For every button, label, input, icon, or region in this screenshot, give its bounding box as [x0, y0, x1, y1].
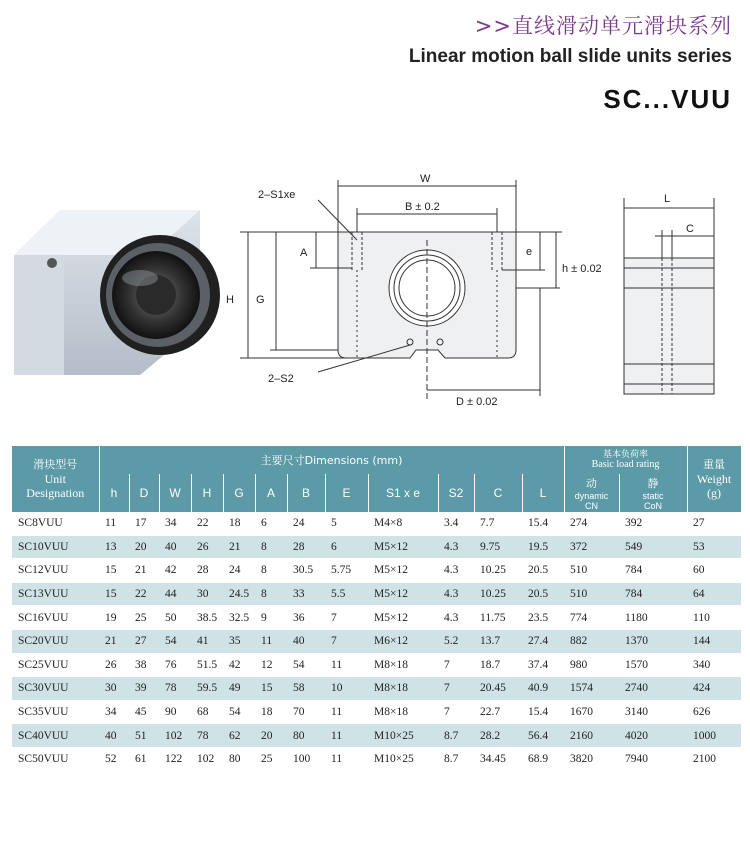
table-cell: 21	[223, 535, 255, 559]
dim-e-label: e	[526, 246, 533, 258]
dim-L-label: L	[664, 193, 671, 205]
table-cell: M10×25	[374, 753, 414, 766]
col-header-H: H	[191, 474, 223, 512]
table-cell: 15	[255, 677, 287, 701]
model-cell: SC40VUU	[12, 724, 99, 748]
table-cell: 7	[331, 611, 337, 624]
table-cell: 22	[129, 582, 159, 606]
table-cell: 11	[331, 658, 343, 671]
table-cell: 15.4	[528, 517, 549, 530]
table-cell: 28	[197, 564, 209, 577]
table-cell: 110	[693, 611, 710, 624]
table-cell: 8.7	[438, 724, 474, 748]
table-cell: 2740	[619, 677, 687, 701]
table-cell: 18	[229, 517, 241, 530]
table-cell: 70	[293, 706, 305, 719]
spec-table	[12, 446, 742, 772]
table-cell: 64	[687, 582, 741, 606]
table-cell: 5.5	[325, 582, 368, 606]
table-cell: M6×12	[368, 629, 438, 653]
table-cell: 9.75	[474, 535, 522, 559]
model-cell: SC8VUU	[18, 517, 63, 530]
table-cell: 19.5	[522, 535, 564, 559]
table-row	[12, 653, 741, 677]
table-cell: 54	[159, 629, 191, 653]
table-cell: 30	[191, 582, 223, 606]
table-cell: 34	[105, 706, 117, 719]
table-cell: 27	[129, 629, 159, 653]
col-header-d: D	[129, 474, 159, 512]
table-cell: 424	[687, 677, 741, 701]
col-header-b: B	[287, 474, 325, 512]
table-cell: 626	[693, 706, 711, 719]
table-cell: 80	[229, 753, 241, 766]
table-cell: 52	[105, 753, 117, 766]
table-cell: 20.5	[528, 564, 549, 577]
table-cell: 2160	[564, 724, 619, 748]
table-cell: 1370	[619, 629, 687, 653]
table-row	[12, 606, 741, 630]
table-cell: 38.5	[197, 611, 218, 624]
dim-s1xe-label: 2–S1xe	[258, 189, 296, 201]
table-cell: 40	[99, 724, 129, 748]
front-view-drawing	[240, 180, 562, 400]
table-cell: 7	[325, 629, 368, 653]
table-cell: 5	[331, 517, 337, 530]
table-cell: 80	[287, 724, 325, 748]
table-cell: 3820	[570, 753, 594, 766]
dimensions-header: 主要尺寸Dimensions (mm)	[99, 446, 564, 474]
model-cell: SC16VUU	[18, 611, 69, 624]
table-cell: 34.45	[480, 753, 506, 766]
table-row	[12, 582, 741, 606]
table-cell: 42	[229, 658, 241, 671]
table-cell: 23.5	[528, 611, 549, 624]
col-header-s2: S2	[438, 474, 474, 512]
table-row	[12, 512, 741, 535]
model-cell: SC25VUU	[18, 658, 69, 671]
table-cell: 1570	[625, 658, 649, 671]
table-cell: 10	[325, 677, 368, 701]
table-cell: 1574	[564, 677, 619, 701]
table-cell: M8×18	[374, 706, 408, 719]
table-cell: 100	[293, 753, 311, 766]
designation-header: 滑块型号 Unit Designation	[12, 446, 99, 512]
dim-G-label: G	[256, 294, 265, 306]
col-header-dynamic: 动 dynamic CN	[564, 474, 619, 512]
dim-H-label: H	[226, 294, 234, 306]
table-cell: 10.25	[474, 582, 522, 606]
table-cell: 8	[255, 535, 287, 559]
table-cell: 5.2	[438, 629, 474, 653]
table-cell: 340	[693, 658, 711, 671]
table-cell: 11	[105, 517, 117, 530]
table-cell: 25	[135, 611, 147, 624]
col-header-static: 静 static CoN	[619, 474, 687, 512]
table-cell: 2100	[693, 753, 717, 766]
table-cell: 122	[165, 753, 183, 766]
table-cell: 1000	[687, 724, 741, 748]
table-cell: 33	[287, 582, 325, 606]
table-cell: 9	[261, 611, 267, 624]
table-cell: 102	[197, 753, 215, 766]
product-figure	[0, 160, 750, 420]
table-cell: 41	[191, 629, 223, 653]
model-cell: SC20VUU	[12, 629, 99, 653]
table-cell: 1670	[570, 706, 594, 719]
table-row	[12, 535, 741, 559]
table-cell: 68.9	[528, 753, 549, 766]
table-cell: 510	[570, 564, 588, 577]
table-cell: 4.3	[444, 564, 459, 577]
table-cell: 15	[99, 582, 129, 606]
table-cell: 20.45	[474, 677, 522, 701]
table-cell: 50	[165, 611, 177, 624]
table-cell: 58	[287, 677, 325, 701]
model-cell: SC10VUU	[12, 535, 99, 559]
title-chinese: >>直线滑动单元滑块系列	[474, 14, 732, 38]
table-cell: 19	[105, 611, 117, 624]
table-cell: 54	[229, 706, 241, 719]
table-cell: 37.4	[528, 658, 549, 671]
table-cell: 1180	[625, 611, 648, 624]
table-row	[12, 747, 741, 771]
table-cell: 28.2	[474, 724, 522, 748]
table-cell: 53	[687, 535, 741, 559]
table-cell: 40.9	[522, 677, 564, 701]
table-cell: M8×18	[374, 658, 408, 671]
table-cell: 8.7	[444, 753, 459, 766]
table-cell: 35	[223, 629, 255, 653]
table-cell: 39	[129, 677, 159, 701]
table-cell: 62	[223, 724, 255, 748]
dim-s2-label: 2–S2	[268, 373, 294, 385]
table-cell: 4020	[619, 724, 687, 748]
table-cell: 34	[165, 517, 177, 530]
table-cell: 20	[255, 724, 287, 748]
table-cell: 24	[293, 517, 305, 530]
table-cell: 5.75	[331, 564, 352, 577]
table-cell: 774	[570, 611, 588, 624]
table-cell: 8	[261, 564, 267, 577]
table-cell: 24	[229, 564, 241, 577]
side-view-drawing	[624, 198, 714, 394]
table-cell: 22.7	[480, 706, 501, 719]
table-cell: 17	[135, 517, 147, 530]
table-cell: 12	[261, 658, 273, 671]
table-cell: 26	[105, 658, 117, 671]
model-cell: SC35VUU	[18, 706, 69, 719]
model-cell: SC30VUU	[12, 677, 99, 701]
dim-d-label: D ± 0.02	[456, 396, 498, 408]
table-cell: 68	[197, 706, 209, 719]
table-cell: 980	[570, 658, 588, 671]
table-cell: 36	[293, 611, 305, 624]
table-cell: 274	[570, 517, 588, 530]
table-cell: 7.7	[480, 517, 495, 530]
table-cell: 51	[129, 724, 159, 748]
table-cell: M5×12	[368, 582, 438, 606]
table-row	[12, 559, 741, 583]
table-cell: 11	[325, 724, 368, 748]
table-cell: 51.5	[197, 658, 218, 671]
dim-w-label: W	[420, 173, 431, 185]
table-cell: 4.3	[438, 582, 474, 606]
spec-table-body	[12, 512, 741, 771]
table-cell: 38	[135, 658, 147, 671]
model-cell: SC50VUU	[18, 753, 69, 766]
table-cell: 4.3	[438, 535, 474, 559]
table-cell: M4×8	[374, 517, 403, 530]
table-cell: 11	[331, 706, 343, 719]
table-cell: 15.4	[528, 706, 549, 719]
table-cell: 11	[255, 629, 287, 653]
col-header-l: L	[522, 474, 564, 512]
table-cell: 59.5	[191, 677, 223, 701]
table-cell: 78	[159, 677, 191, 701]
table-cell: M10×25	[368, 724, 438, 748]
table-cell: 784	[619, 582, 687, 606]
table-cell: 32.5	[229, 611, 250, 624]
table-cell: 76	[165, 658, 177, 671]
col-header-g: G	[223, 474, 255, 512]
table-cell: 21	[99, 629, 129, 653]
table-cell: 61	[135, 753, 147, 766]
table-cell: 7	[444, 658, 450, 671]
table-cell: 510	[564, 582, 619, 606]
table-cell: 54	[293, 658, 305, 671]
table-cell: 13.7	[474, 629, 522, 653]
table-cell: 30	[99, 677, 129, 701]
table-cell: 549	[619, 535, 687, 559]
table-cell: 45	[135, 706, 147, 719]
table-cell: 3.4	[444, 517, 459, 530]
table-cell: 784	[625, 564, 643, 577]
table-cell: 882	[564, 629, 619, 653]
col-header-a: A	[255, 474, 287, 512]
table-cell: 18.7	[480, 658, 501, 671]
table-cell: 6	[261, 517, 267, 530]
col-header-e: E	[325, 474, 368, 512]
dim-C-label: C	[686, 223, 694, 235]
spec-table-container	[12, 446, 739, 772]
table-cell: 3140	[625, 706, 649, 719]
table-cell: 44	[159, 582, 191, 606]
model-series: SC...VUU	[603, 84, 732, 114]
title-english: Linear motion ball slide units series	[408, 46, 732, 67]
table-cell: 6	[325, 535, 368, 559]
table-row	[12, 724, 741, 748]
table-cell: 24.5	[223, 582, 255, 606]
table-row	[12, 700, 741, 724]
table-cell: 144	[687, 629, 741, 653]
table-cell: 392	[625, 517, 643, 530]
table-row	[12, 677, 741, 701]
table-cell: 28	[287, 535, 325, 559]
col-header-s1xe: S1 x e	[368, 474, 438, 512]
table-cell: 21	[135, 564, 147, 577]
table-cell: 49	[223, 677, 255, 701]
dim-b-label: B ± 0.2	[405, 201, 440, 213]
product-photo	[14, 210, 220, 375]
table-cell: 8	[255, 582, 287, 606]
load-rating-header: 基本负荷率 Basic load rating	[564, 446, 687, 474]
table-cell: 20	[129, 535, 159, 559]
table-cell: M5×12	[374, 611, 408, 624]
table-cell: 11	[331, 753, 343, 766]
table-cell: 102	[159, 724, 191, 748]
table-cell: 372	[564, 535, 619, 559]
table-cell: 22	[197, 517, 209, 530]
table-cell: 7	[438, 677, 474, 701]
table-cell: 7940	[625, 753, 649, 766]
dim-h-tol-label: h ± 0.02	[562, 263, 602, 275]
model-cell: SC13VUU	[12, 582, 99, 606]
table-cell: 42	[165, 564, 177, 577]
table-cell: 30.5	[293, 564, 314, 577]
table-cell: 27	[693, 517, 705, 530]
table-cell: 18	[261, 706, 273, 719]
table-cell: 40	[287, 629, 325, 653]
table-cell: 20.5	[522, 582, 564, 606]
dim-a-label: A	[300, 247, 308, 259]
table-cell: 90	[165, 706, 177, 719]
model-cell: SC12VUU	[18, 564, 69, 577]
table-cell: 13	[99, 535, 129, 559]
table-cell: 56.4	[522, 724, 564, 748]
table-cell: 27.4	[522, 629, 564, 653]
table-cell: 7	[444, 706, 450, 719]
table-cell: 4.3	[444, 611, 459, 624]
table-cell: 25	[261, 753, 273, 766]
table-cell: 40	[159, 535, 191, 559]
table-cell: 15	[105, 564, 117, 577]
col-header-h: h	[99, 474, 129, 512]
table-row	[12, 629, 741, 653]
table-cell: M8×18	[368, 677, 438, 701]
table-cell: 11.75	[480, 611, 506, 624]
table-cell: 60	[693, 564, 705, 577]
col-header-c: C	[474, 474, 522, 512]
table-cell: 26	[191, 535, 223, 559]
table-cell: M5×12	[368, 535, 438, 559]
weight-header: 重量 Weight (g)	[687, 446, 741, 512]
col-header-w: W	[159, 474, 191, 512]
table-cell: M5×12	[374, 564, 408, 577]
table-cell: 78	[191, 724, 223, 748]
table-cell: 10.25	[480, 564, 506, 577]
